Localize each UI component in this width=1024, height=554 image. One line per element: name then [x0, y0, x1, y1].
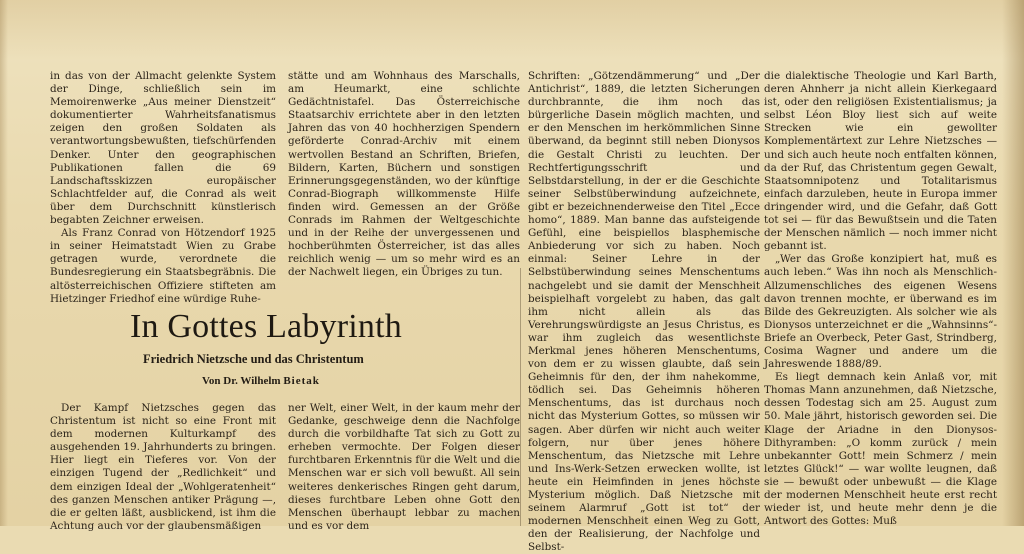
paper-shading	[0, 0, 1024, 60]
paragraph: die dialektische Theologie und Karl Barth, deren Ahnherr ja nicht allein Kierkegaard ist, oder den religiösen Existentialismus; ja selbst Léon Bloy liest sich auf weite Strecken wie ein gewollter Komplementärtext zur Lehre Nietzsches — und sich auch heute noch entfalten können, da der Ruf, das Christentum gegen Gewalt, Staatsomnipotenz und Totalitarismus einfach darzuleben, heute in Europa immer dringender wird, und die Gefahr, daß Gott tot sei — für das Bewußtsein und die Taten der Menschen nämlich — noch immer nicht gebannt ist.	[764, 70, 997, 253]
page-left-edge	[0, 0, 8, 526]
paragraph: „Wer das Große konzipiert hat, muß es auch leben.“ Was ihn noch als Menschlich-Allzumenschliches des eigenen Wesens davon trennen mochte, er überwand es im Bilde des Gekreuzigten. Als solcher wie als Dionysos unterzeichnet er die „Wahnsinns“-Briefe an Overbeck, Peter Gast, Strindberg, Cosima Wagner und andere um die Jahreswende 1888/89.	[764, 253, 997, 371]
paragraph: Als Franz Conrad von Hötzendorf 1925 in seiner Heimatstadt Wien zu Grabe getragen wurde, verordnete die Bundesregierung ein Staatsbegräbnis. Die altösterreichischen Offiziere stifteten am Hietzinger Friedhof eine würdige Ruhe-	[50, 227, 276, 305]
byline-prefix: Von Dr. Wilhelm	[202, 375, 284, 387]
paragraph: ner Welt, einer Welt, in der kaum mehr der Gedanke, geschweige denn die Nachfolge durch die vorbildhafte Tat sich zu Gott zu erheben vermochte. Der Folgen dieser furchtbaren Erkenntnis für die Welt und die Menschen war er sich voll bewußt. All sein weiteres denkerisches Ringen geht darum, dieses furchtbare Leben ohne Gott den Menschen überhaupt lebbar zu machen und es vor dem	[288, 402, 520, 532]
article-byline	[202, 374, 422, 388]
byline-author: Bietak	[283, 375, 320, 387]
column-1-bottom	[50, 402, 276, 533]
paragraph: stätte und am Wohnhaus des Marschalls, am Heumarkt, eine schlichte Gedächtnistafel. Das Österreichische Staatsarchiv errichtete aber in den letzten Jahren das von 40 hochherzigen Spendern geförderte Conrad-Archiv mit einem wertvollen Bestand an Schriften, Briefen, Bildern, Karten, Büchern und sonstigen Erinnerungsgegenständen, wo der künftige Conrad-Biograph willkommenste Hilfe finden wird. Gemessen an der Größe Conrads im Rahmen der Weltgeschichte und in der Reihe der unvergessenen und hochberühmten Österreicher, ist das alles reichlich wenig — um so mehr wird es an der Nachwelt liegen, ein Übriges zu tun.	[288, 70, 520, 279]
paragraph: in das von der Allmacht gelenkte System der Dinge, schließlich sein im Memoirenwerke „Aus meiner Dienstzeit“ dokumentierter Wahrheitsfanatismus zeigen den großen Soldaten als verantwortungsbewußten, tiefschürfenden Denker. Unter den geographischen Publikationen fallen die 69 Landschaftsskizzen europäischer Schlachtfelder auf, die Conrad als weit über dem Durchschnitt künstlerisch begabten Zeichner erweisen.	[50, 70, 276, 227]
column-2-bottom	[288, 402, 520, 533]
paragraph: Der Kampf Nietzsches gegen das Christentum ist nicht so eine Front mit dem modernen Kulturkampf des ausgehenden 19. Jahrhunderts zu bringen. Hier liegt ein Tieferes vor. Von der einzigen Tugend der „Redlichkeit“ und dem einzigen Ideal der „Wohlgeratenheit“ des ganzen Menschen antiker Prägung —, die er gelten läßt, ausblickend, ist ihm die Achtung auch vor der glaubensmäßigen	[50, 402, 276, 532]
column-1-top	[50, 70, 276, 306]
page-right-edge	[1002, 0, 1024, 526]
paragraph: Es liegt demnach kein Anlaß vor, mit Thomas Mann anzunehmen, daß Nietzsche, dessen Todestag sich am 25. August zum 50. Male jährt, historisch geworden sei. Die Klage der Ariadne in den Dionysos-Dithyramben: „O komm zurück / mein unbekannter Gott! mein Schmerz / mein letztes Glück!“ — war wollte leugnen, daß sie — bewußt oder unbewußt — die Klage der modernen Menschheit heute erst recht wieder ist, und heute mehr denn je die Antwort des Gottes: Muß	[764, 371, 997, 528]
column-2-top	[288, 70, 520, 280]
article-subtitle: Friedrich Nietzsche und das Christentum	[143, 352, 364, 366]
paragraph: Schriften: „Götzendämmerung“ und „Der Antichrist“, 1889, die letzten Sicherungen durchbrannte, die ihm noch das bürgerliche Dasein möglich machten, und er den Menschen im herkömmlichen Sinne überwand, da beginnt still neben Dionysos die Gestalt Christi zu leuchten. Der Rechtfertigungsschrift und Selbstdarstellung, in der er die Geschichte seiner Selbstüberwindung aufzeichnete, gibt er bezeichnenderweise den Titel „Ecce homo“, 1889. Man banne das aufsteigende Gefühl, eine beispiellos blasphemische Anbiederung vor sich zu haben. Noch einmal: Seiner Lehre in der Selbstüberwindung seines Menschentums nachgelebt und sie damit der Menschheit beispielhaft vorgelebt zu haben, das galt ihm nicht allein als das Verehrungswürdigste an Jesus Christus, es war ihm zugleich das wesentlichste Merkmal jenes höheren Menschentums, von dem er zu wissen glaubte, daß sein Geheimnis für den, der ihm nahekomme, tödlich sei. Das Geheimnis höheren Menschentums, das ist durchaus noch nicht das Mysterium Gottes, so müssen wir sagen. Aber dürfen wir nicht auch weiter folgern, nur über jenes höhere Menschentum, das Nietzsche mit Lehre und Ins-Werk-Setzen erwecken wollte, ist heute ein Heimfinden in jenes höchste Mysterium möglich. Daß Nietzsche mit seinem Alarmruf „Gott ist tot“ der modernen Menschheit einen Weg zu Gott, den der Realisierung, der Nachfolge und Selbst-	[528, 70, 760, 554]
column-3	[528, 70, 760, 554]
column-4	[764, 70, 997, 528]
column-rule	[520, 268, 521, 526]
article-headline: In Gottes Labyrinth	[130, 308, 402, 345]
